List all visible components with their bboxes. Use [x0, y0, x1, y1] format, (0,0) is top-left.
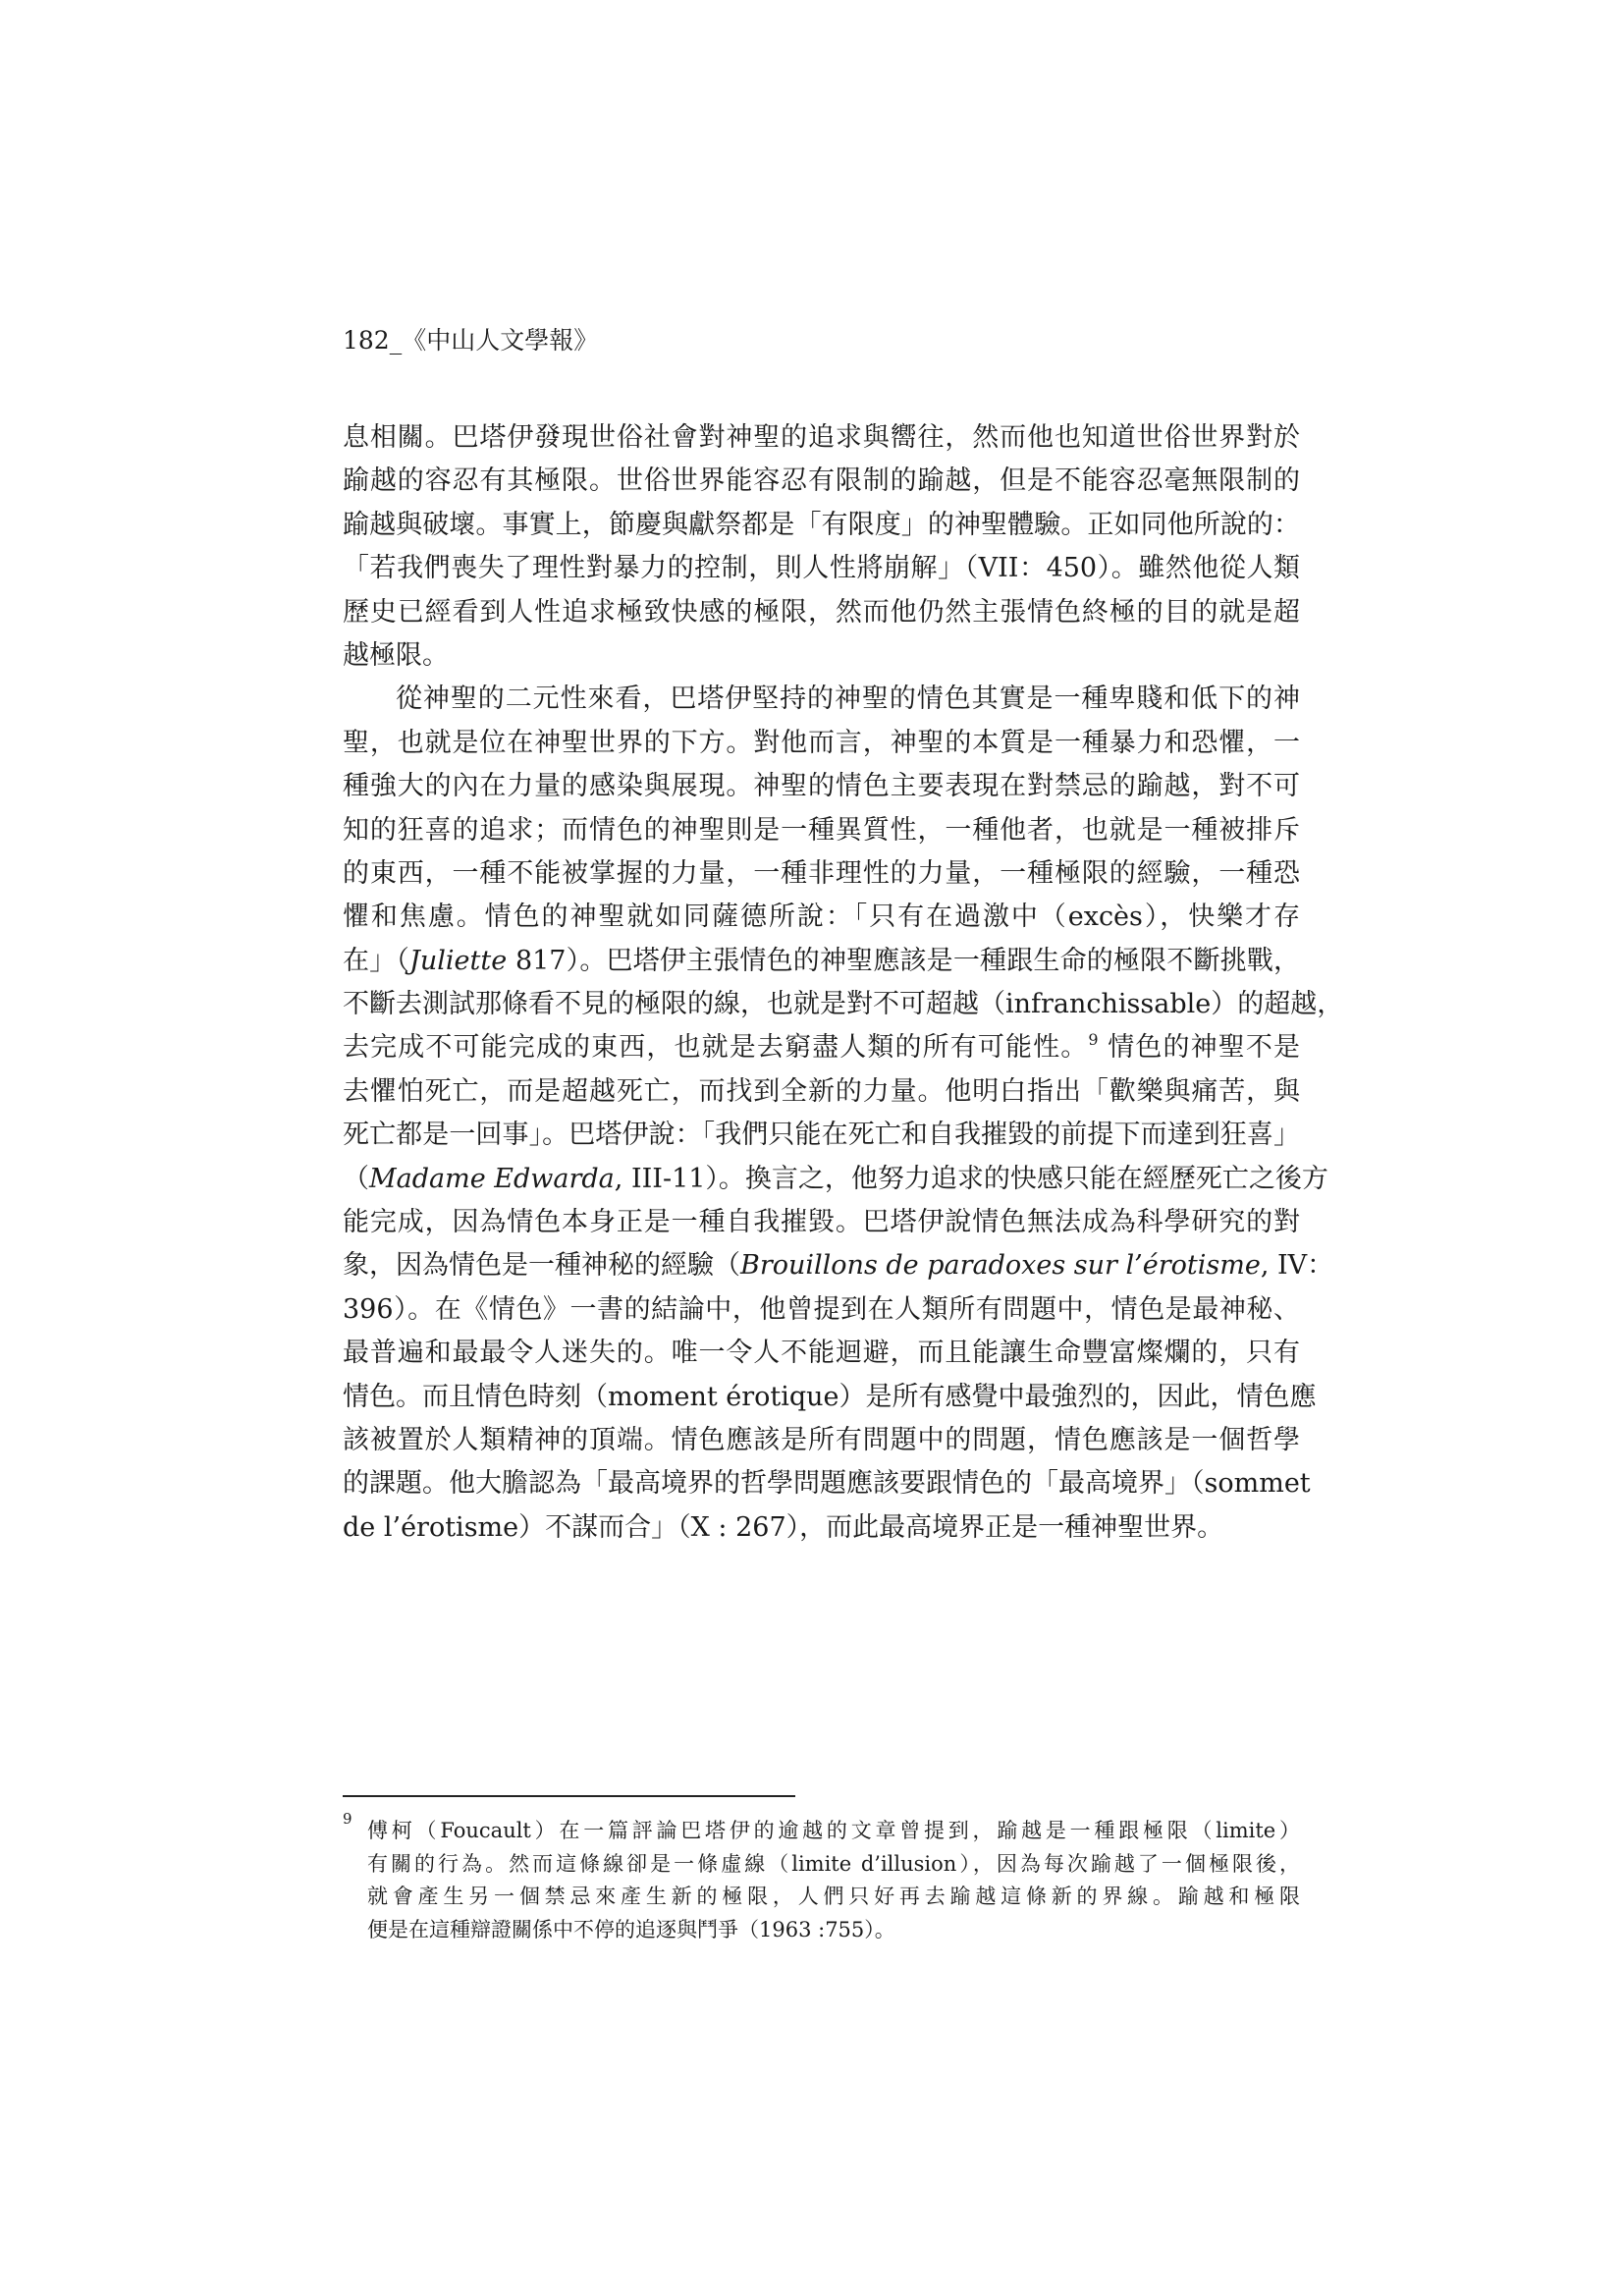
text-run: 817）。巴塔伊主張情色的神聖應該是一種跟生命的極限不斷挑戰，	[507, 945, 1301, 976]
text-run: 去完成不可能完成的東西，也就是去窮盡人類的所有可能性。	[343, 1032, 1089, 1064]
cited-title: Madame Edwarda	[369, 1163, 615, 1194]
body-line	[343, 1026, 1300, 1069]
body-line: 去懼怕死亡，而是超越死亡，而找到全新的力量。他明白指出「歡樂與痛苦，與	[343, 1075, 1300, 1107]
footnote-divider	[343, 1795, 795, 1797]
body-line: 越極限。	[343, 639, 449, 671]
body-line: 懼和焦慮。情色的神聖就如同薩德所說：「只有在過激中（excès），快樂才存	[343, 902, 1300, 933]
body-line: 死亡都是一回事」。巴塔伊說：「我們只能在死亡和自我摧毀的前提下而達到狂喜」	[343, 1120, 1300, 1151]
body-line: 知的狂喜的追求；而情色的神聖則是一種異質性，一種他者，也就是一種被排斥	[343, 814, 1300, 846]
body-line: 「若我們喪失了理性對暴力的控制，則人性將崩解」（VII：450）。雖然他從人類	[343, 553, 1300, 584]
body-line: 最普遍和最最令人迷失的。唯一令人不能迴避，而且能讓生命豐富燦爛的，只有	[343, 1338, 1300, 1369]
body-line: 聖，也就是位在神聖世界的下方。對他而言，神聖的本質是一種暴力和恐懼，一	[343, 727, 1300, 758]
cited-title: Brouillons de paradoxes sur l’érotisme	[740, 1250, 1261, 1282]
body-text	[343, 416, 1344, 1550]
body-line: 396）。在《情色》一書的結論中，他曾提到在人類所有問題中，情色是最神秘、	[343, 1293, 1300, 1325]
footnote-line: 有關的行為。然而這條線卻是一條虛線（limite d’illusion），因為每次踰越了一個極限後，	[367, 1851, 1300, 1876]
footnote	[343, 1810, 1300, 1946]
body-line	[343, 1158, 1328, 1201]
footnote-line: 便是在這種辯證關係中不停的追逐與鬥爭（1963 :755）。	[367, 1917, 895, 1941]
footnote-line	[343, 1810, 1300, 1848]
text-run: 在」（	[343, 945, 410, 976]
body-line: 能完成，因為情色本身正是一種自我摧毀。巴塔伊說情色無法成為科學研究的對	[343, 1207, 1300, 1238]
text-run: , IV：	[1260, 1250, 1334, 1282]
text-run: , III-11）。換言之，他努力追求的快感只能在經歷死亡之後方	[614, 1163, 1328, 1194]
body-line: 種強大的內在力量的感染與展現。神聖的情色主要表現在對禁忌的踰越，對不可	[343, 771, 1300, 802]
body-line: 歷史已經看到人性追求極致快感的極限，然而他仍然主張情色終極的目的就是超	[343, 596, 1300, 628]
body-line: 不斷去測試那條看不見的極限的線，也就是對不可超越（infranchissable）的超越，	[343, 989, 1344, 1020]
body-line: de l’érotisme）不謀而合」（X : 267），而此最高境界正是一種神聖世界。	[343, 1511, 1224, 1543]
body-line: 踰越與破壞。事實上，節慶與獻祭都是「有限度」的神聖體驗。正如同他所說的：	[343, 509, 1300, 540]
body-line: 該被置於人類精神的頂端。情色應該是所有問題中的問題，情色應該是一個哲學	[343, 1424, 1300, 1455]
body-line: 從神聖的二元性來看，巴塔伊堅持的神聖的情色其實是一種卑賤和低下的神	[396, 683, 1300, 715]
footnote-text: 傅柯（Foucault）在一篇評論巴塔伊的逾越的文章曾提到，踰越是一種跟極限（limite）	[367, 1819, 1300, 1842]
cited-title: Juliette	[409, 945, 508, 976]
body-line: 踰越的容忍有其極限。世俗世界能容忍有限制的踰越，但是不能容忍毫無限制的	[343, 465, 1300, 497]
body-line: 情色。而且情色時刻（moment érotique）是所有感覺中最強烈的，因此，情色應	[343, 1381, 1317, 1412]
body-line: 息相關。巴塔伊發現世俗社會對神聖的追求與嚮往，然而他也知道世俗世界對於	[343, 422, 1300, 453]
body-line	[343, 940, 1300, 983]
text-run: 情色的神聖不是	[1098, 1032, 1300, 1064]
body-line: 的課題。他大膽認為「最高境界的哲學問題應該要跟情色的「最高境界」（sommet	[343, 1468, 1311, 1500]
body-line	[343, 1244, 1334, 1287]
footnote-marker: 9	[343, 1810, 352, 1828]
running-header: 182_《中山人文學報》	[343, 326, 599, 355]
footnote-line: 就會產生另一個禁忌來產生新的極限，人們只好再去踰越這條新的界線。踰越和極限	[367, 1885, 1300, 1908]
text-run: 象，因為情色是一種神秘的經驗（	[343, 1250, 740, 1282]
body-line: 的東西，一種不能被掌握的力量，一種非理性的力量，一種極限的經驗，一種恐	[343, 857, 1300, 889]
footnote-reference[interactable]: 9	[1088, 1030, 1099, 1050]
text-run: （	[343, 1163, 369, 1194]
